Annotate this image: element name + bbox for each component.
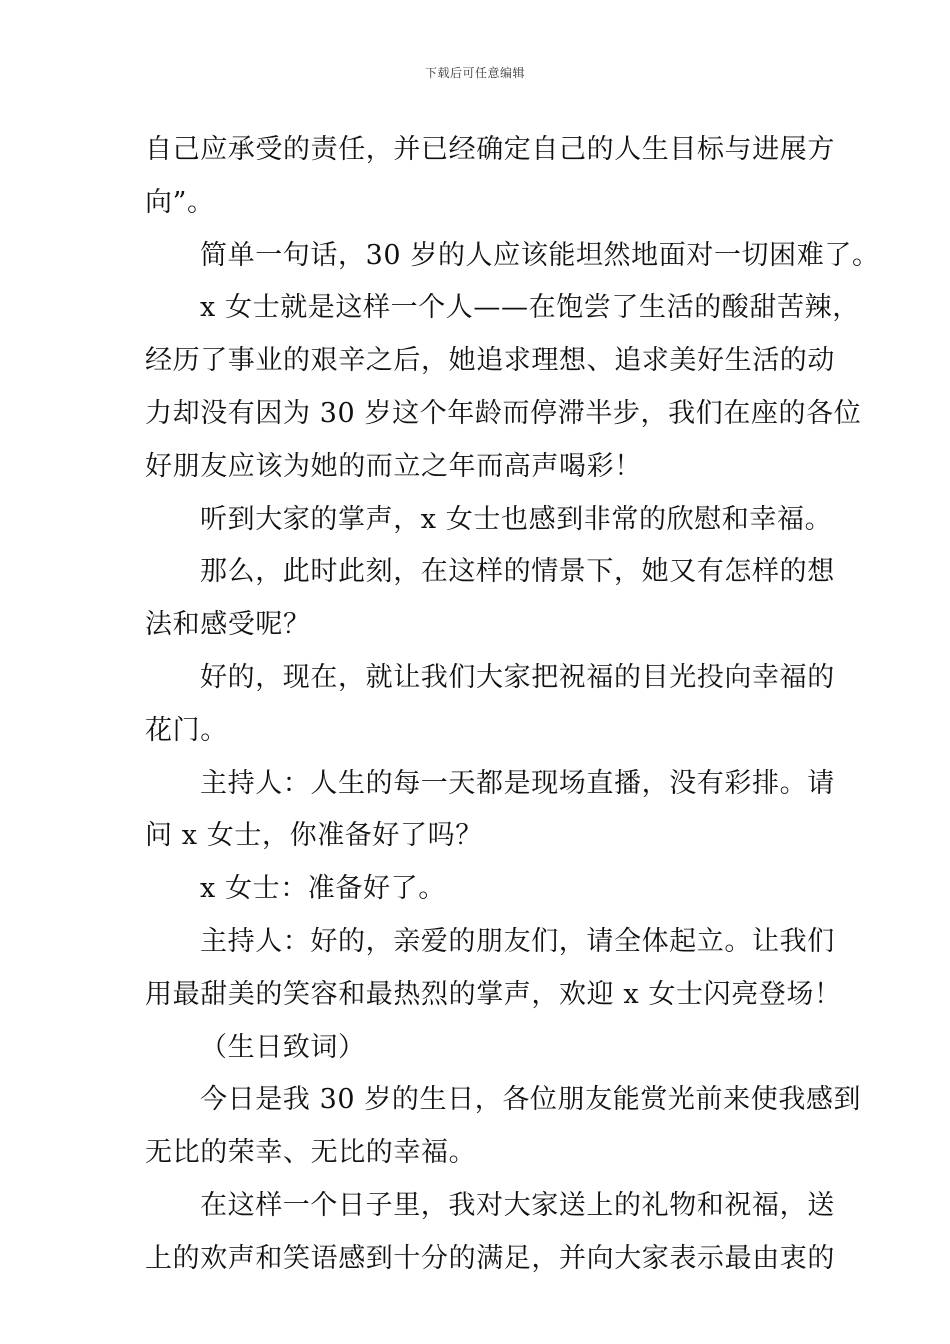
text-line: 花门。 [145,714,228,746]
text-line: x 女士：准备好了。 [200,873,446,905]
section-heading: （生日致词） [200,1031,366,1063]
text-line: x 女士就是这样一个人——在饱尝了生活的酸甜苦辣， [200,292,860,324]
text-line: 今日是我 30 岁的生日，各位朋友能赏光前来使我感到 [200,1084,862,1116]
text-line: 法和感受呢？ [145,609,311,641]
text-line: 那么，此时此刻，在这样的情景下，她又有怎样的想 [200,556,835,588]
page-header-note: 下载后可任意编辑 [424,66,525,80]
text-line: 主持人：人生的每一天都是现场直播，没有彩排。请 [200,767,835,799]
document-body [145,128,880,1290]
text-line: 自己应承受的责任，并已经确定自己的人生目标与进展方 [145,134,835,165]
text-line: 问 x 女士，你准备好了吗？ [145,820,483,852]
text-line: 听到大家的掌声，x 女士也感到非常的欣慰和幸福。 [200,503,833,535]
text-line: 主持人：好的，亲爱的朋友们，请全体起立。让我们 [200,925,835,957]
text-line: 好朋友应该为她的而立之年而高声喝彩！ [145,450,642,482]
text-line: 经历了事业的艰辛之后，她追求理想、追求美好生活的动 [145,345,835,377]
text-line: 简单一句话，30 岁的人应该能坦然地面对一切困难了。 [200,239,880,271]
text-line: 上的欢声和笑语感到十分的满足，并向大家表示最由衷的 [145,1242,835,1274]
text-line: 用最甜美的笑容和最热烈的掌声，欢迎 x 女士闪亮登场！ [145,978,842,1010]
text-line: 在这样一个日子里，我对大家送上的礼物和祝福，送 [200,1189,835,1221]
text-line: 好的，现在，就让我们大家把祝福的目光投向幸福的 [200,661,835,693]
text-line: 向”。 [145,186,215,218]
text-line: 力却没有因为 30 岁这个年龄而停滞半步，我们在座的各位 [145,397,862,429]
text-line: 无比的荣幸、无比的幸福。 [145,1137,477,1169]
